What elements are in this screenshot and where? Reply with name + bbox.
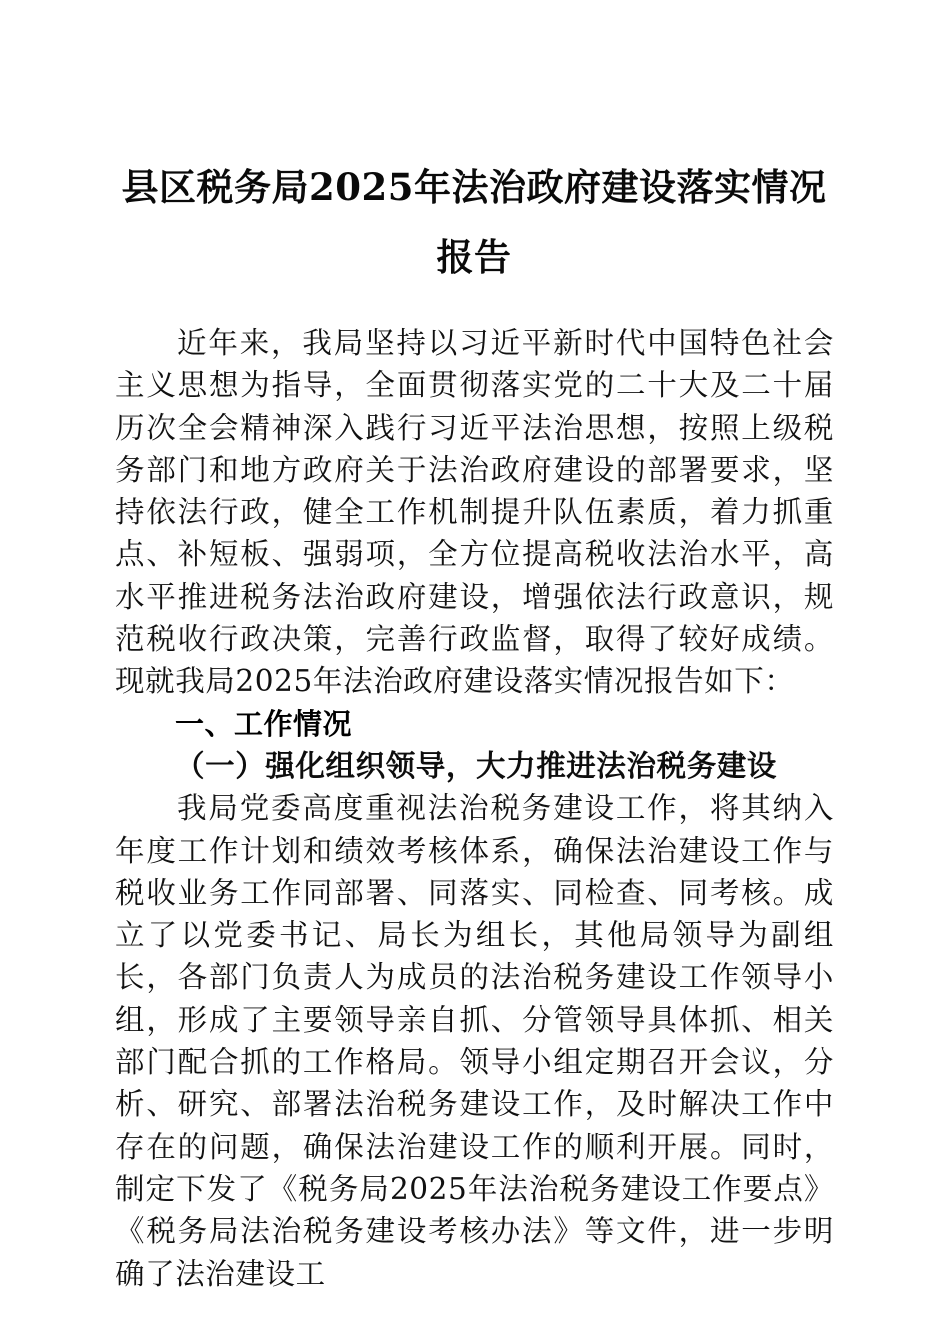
document-title: [115, 152, 833, 292]
document-title-line-2: 报告: [436, 235, 512, 279]
document-body: [115, 322, 834, 1295]
paragraph-opening: 近年来，我局坚持以习近平新时代中国特色社会主义思想为指导，全面贯彻落实党的二十大及二十届历次全会精神深入践行习近平法治思想，按照上级税务部门和地方政府关于法治政府建设的部署要求，坚持依法行政，健全工作机制提升队伍素质，着力抓重点、补短板、强弱项，全方位提高税收法治水平，高水平推进税务法治政府建设，增强依法行政意识，规范税收行政决策，完善行政监督，取得了较好成绩。现就我局2025年法治政府建设落实情况报告如下：: [115, 326, 834, 699]
paragraph-organizational-leadership: 我局党委高度重视法治税务建设工作，将其纳入年度工作计划和绩效考核体系，确保法治建设工作与税收业务工作同部署、同落实、同检查、同考核。成立了以党委书记、局长为组长，其他局领导为副组长，各部门负责人为成员的法治税务建设工作领导小组，形成了主要领导亲自抓、分管领导具体抓、相关部门配合抓的工作格局。领导小组定期召开会议，分析、研究、部署法治税务建设工作，及时解决工作中存在的问题，确保法治建设工作的顺利开展。同时，制定下发了《税务局2025年法治税务建设工作要点》《税务局法治税务建设考核办法》等文件，进一步明确了法治建设工: [115, 791, 834, 1291]
heading-subsection-one: （一）强化组织领导，大力推进法治税务建设: [175, 747, 778, 783]
heading-section-one: 一、工作情况: [175, 706, 353, 741]
document-title-line-1: 县区税务局2025年法治政府建设落实情况: [121, 165, 827, 209]
